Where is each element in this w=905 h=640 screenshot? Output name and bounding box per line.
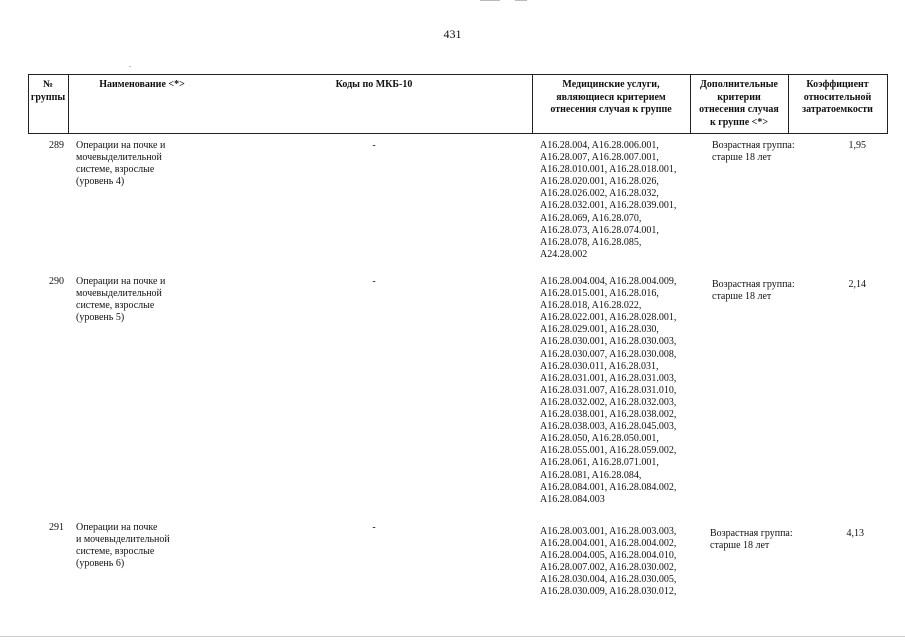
row-group-no: 290 — [49, 276, 64, 287]
row-group-no: 291 — [49, 522, 64, 533]
table-top-border — [28, 74, 888, 75]
page-number: 431 — [443, 27, 462, 41]
row-services: A16.28.004, A16.28.006.001, A16.28.007, A16.28.007.001, A16.28.010.001, A16.28.018.001, A16.28.020.001, A16.28.026, A16.28.026.002, A16.28.032, A16.28.032.001, A16.28.039.001, A16.28.069, A16.28.070, A16.28.073, A16.28.074.001, A16.28.078, A16.28.085, A24.28.002 — [540, 140, 677, 260]
row-coefficient: 2,14 — [848, 279, 866, 290]
row-extra-criteria: Возрастная группа: старше 18 лет — [710, 528, 793, 552]
header-bottom-border — [28, 133, 888, 134]
header-icd-codes: Коды по МКБ-10 — [335, 79, 413, 90]
row-name: Операции на почке и мочевыделительной системе, взрослые (уровень 4) — [76, 140, 166, 188]
row-group-no: 289 — [49, 140, 64, 151]
row-icd-codes: - — [372, 140, 376, 151]
row-extra-criteria: Возрастная группа: старше 18 лет — [712, 140, 795, 164]
header-coefficient: Коэффициент относительной затратоемкости — [802, 79, 873, 115]
row-name: Операции на почке и мочевыделительной системе, взрослые (уровень 6) — [76, 522, 170, 570]
row-extra-criteria: Возрастная группа: старше 18 лет — [712, 279, 795, 303]
col-divider — [887, 74, 888, 133]
header-extra-criteria: Дополнительные критерии отнесения случая к группе <*> — [699, 79, 779, 128]
row-coefficient: 4,13 — [846, 528, 864, 539]
row-icd-codes: - — [372, 276, 376, 287]
scan-bottom-edge — [0, 636, 905, 637]
header-group-no: № группы — [30, 79, 66, 103]
row-coefficient: 1,95 — [848, 140, 866, 151]
scan-edge-mark — [515, 0, 527, 1]
row-services: A16.28.004.004, A16.28.004.009, A16.28.015.001, A16.28.016, A16.28.018, A16.28.022, A16.28.022.001, A16.28.028.001, A16.28.029.001, A16.28.030, A16.28.030.001, A16.28.030.003, A16.28.030.007, A16.28.030.008, A16.28.030.011, A16.28.031, A16.28.031.001, A16.28.031.003, A16.28.031.007, A16.28.031.010, A16.28.032.002, A16.28.032.003, A16.28.038.001, A16.28.038.002, A16.28.038.003, A16.28.045.003, A16.28.050, A16.28.050.001, A16.28.055.001, A16.28.059.002, A16.28.061, A16.28.071.001, A16.28.081, A16.28.084, A16.28.084.001, A16.28.084.002, A16.28.084.003 — [540, 276, 677, 505]
row-services: A16.28.003.001, A16.28.003.003, A16.28.004.001, A16.28.004.002, A16.28.004.005, A16.28.004.010, A16.28.007.002, A16.28.030.002, A16.28.030.004, A16.28.030.005, A16.28.030.009, A16.28.030.012, — [540, 526, 677, 598]
scan-edge-mark — [480, 0, 500, 1]
scan-dot: . — [129, 60, 131, 69]
row-name: Операции на почке и мочевыделительной системе, взрослые (уровень 5) — [76, 276, 166, 324]
header-name: Наименование <*> — [99, 79, 185, 90]
row-icd-codes: - — [372, 522, 376, 533]
header-services: Медицинские услуги, являющиеся критерием отнесения случая к группе — [550, 79, 672, 115]
